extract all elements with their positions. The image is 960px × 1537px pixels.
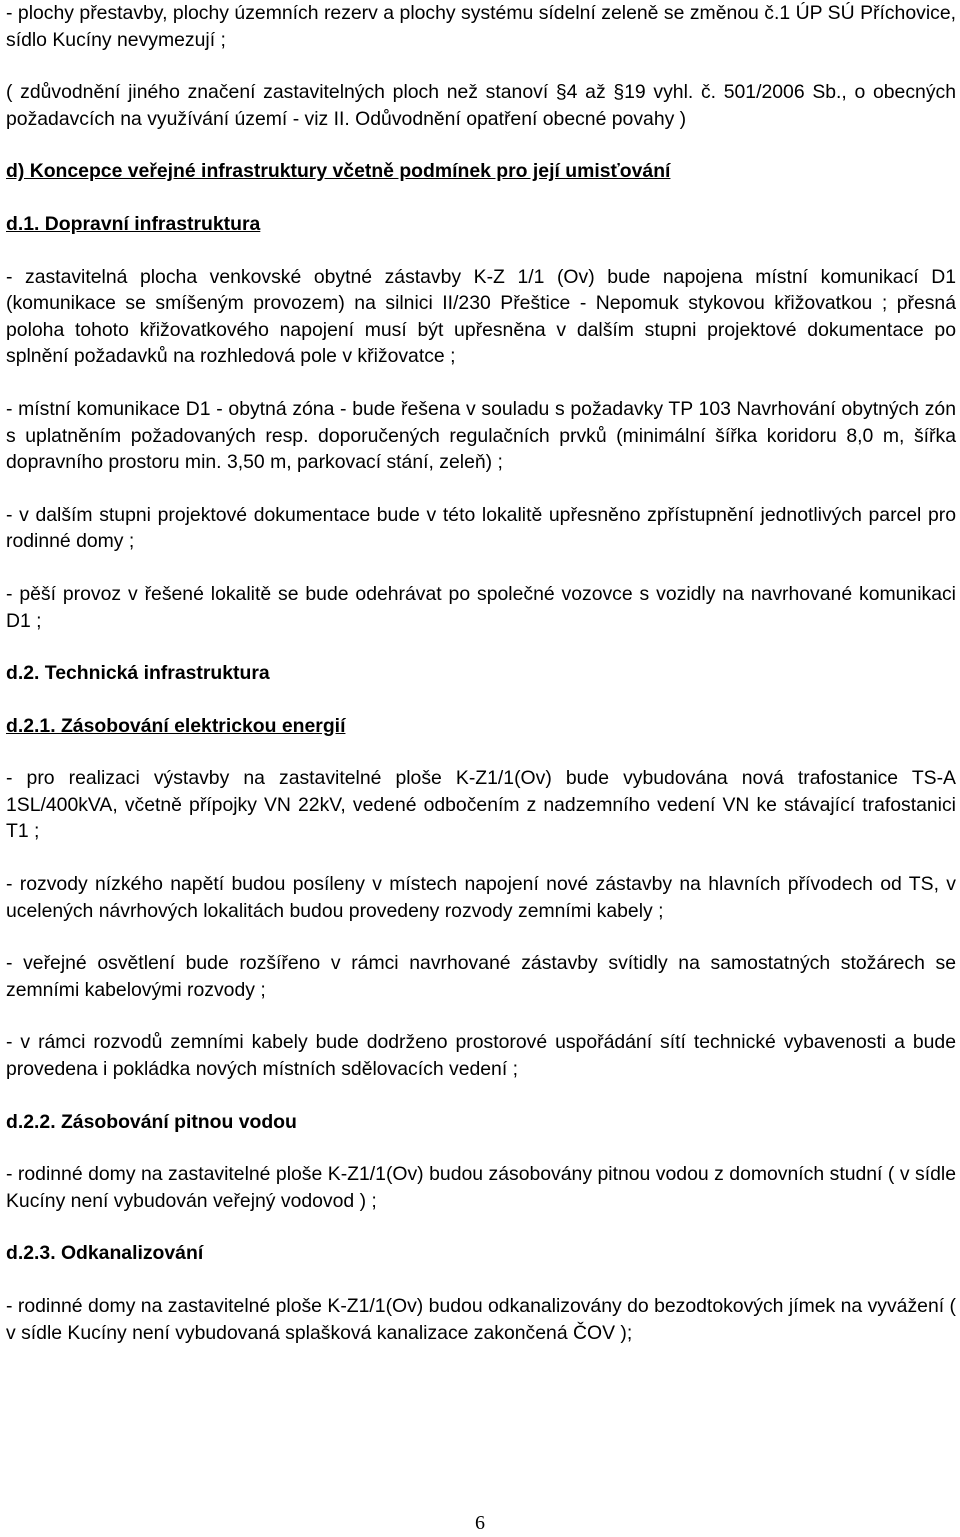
- d1-list-item: - pěší provoz v řešené lokalitě se bude odehrávat po společné vozovce s vozidly na navrhované komunikaci D1 ;: [6, 582, 956, 632]
- section-d23-heading: d.2.3. Odkanalizování: [6, 1242, 204, 1265]
- section-d22-heading: d.2.2. Zásobování pitnou vodou: [6, 1110, 297, 1133]
- d22-list-item: - rodinné domy na zastavitelné ploše K-Z1/1(Ov) budou zásobovány pitnou vodou z domovních studní ( v sídle Kucíny není vybudován veřejný vodovod ) ;: [6, 1163, 956, 1212]
- spacer: [6, 634, 956, 660]
- spacer: [6, 1003, 956, 1029]
- spacer: [6, 924, 956, 950]
- section-d2-heading: d.2. Technická infrastruktura: [6, 662, 270, 685]
- d1-list-item: - místní komunikace D1 - obytná zóna - bude řešena v souladu s požadavky TP 103 Navrhování obytných zón s uplatněním požadovaných resp. doporučených regulačních prvků (minimální šířka koridoru 8,0 m, šířka dopravního prostoru min. 3,50 m, parkovací stání, zeleň) ;: [6, 397, 956, 474]
- intro-justification-note: ( zdůvodnění jiného značení zastavitelných ploch než stanoví §4 až §19 vyhl. č. 501/2006 Sb., o obecných požadavcích na využívání území - viz II. Odůvodnění opatření obecné povahy ): [6, 81, 956, 130]
- spacer: [6, 1267, 956, 1293]
- spacer: [6, 185, 956, 211]
- spacer: [6, 238, 956, 264]
- d1-list-item: - zastavitelná plocha venkovské obytné zástavby K-Z 1/1 (Ov) bude napojena místní komunikací D1 (komunikace se smíšeným provozem) na silnici II/230 Přeštice - Nepomuk stykovou křižovatkou ; přesná poloha tohoto křižovatkového napojení musí být upřesněna v dalším stupni projektové dokumentace po splnění požadavků na rozhledová pole v křižovatce ;: [6, 265, 956, 368]
- spacer: [6, 1214, 956, 1240]
- section-d1-title: d.1. Dopravní infrastruktura: [6, 212, 261, 235]
- spacer: [6, 132, 956, 158]
- section-d21-title: d.2.1. Zásobování elektrickou energií: [6, 714, 346, 737]
- spacer: [6, 370, 956, 396]
- section-d-title: d) Koncepce veřejné infrastruktury včetně podmínek pro její umisťování: [6, 160, 671, 183]
- page-number: 6: [475, 1512, 485, 1534]
- d23-list-item: - rodinné domy na zastavitelné ploše K-Z1/1(Ov) budou odkanalizovány do bezodtokových jímek na vyvážení ( v sídle Kucíny není vybudovaná splašková kanalizace zakončená ČOV );: [6, 1295, 956, 1344]
- spacer: [6, 1135, 956, 1161]
- spacer: [6, 555, 956, 581]
- d21-list-item: - rozvody nízkého napětí budou posíleny v místech napojení nové zástavby na hlavních přívodech od TS, v ucelených návrhových lokalitách budou provedeny rozvody zemními kabely ;: [6, 873, 956, 922]
- spacer: [6, 845, 956, 871]
- spacer: [6, 53, 956, 79]
- section-d1-heading: [6, 211, 956, 238]
- section-d-heading: [6, 158, 956, 185]
- intro-item-plochy: - plochy přestavby, plochy územních rezerv a plochy systému sídelní zeleně se změnou č.1 ÚP SÚ Příchovice, sídlo Kucíny nevymezují ;: [6, 2, 956, 51]
- d21-list-item: - pro realizaci výstavby na zastavitelné ploše K-Z1/1(Ov) bude vybudována nová trafostanice TS-A 1SL/400kVA, včetně přípojky VN 22kV, vedené odbočením z nadzemního vedení VN ke stávající trafostanici T1 ;: [6, 767, 956, 843]
- spacer: [6, 1083, 956, 1109]
- d1-list-item: - v dalším stupni projektové dokumentace bude v této lokalitě upřesněno zpřístupnění jednotlivých parcel pro rodinné domy ;: [6, 503, 956, 553]
- spacer: [6, 739, 956, 765]
- spacer: [6, 687, 956, 713]
- section-d21-heading: [6, 713, 956, 740]
- document-page: [6, 0, 956, 1346]
- d21-list-item: - veřejné osvětlení bude rozšířeno v rámci navrhované zástavby svítidly na samostatných stožárech se zemními kabelovými rozvody ;: [6, 952, 956, 1001]
- d21-list-item: - v rámci rozvodů zemními kabely bude dodrženo prostorové uspořádání sítí technické vybavenosti a bude provedena i pokládka nových místních sdělovacích vedení ;: [6, 1031, 956, 1081]
- spacer: [6, 476, 956, 502]
